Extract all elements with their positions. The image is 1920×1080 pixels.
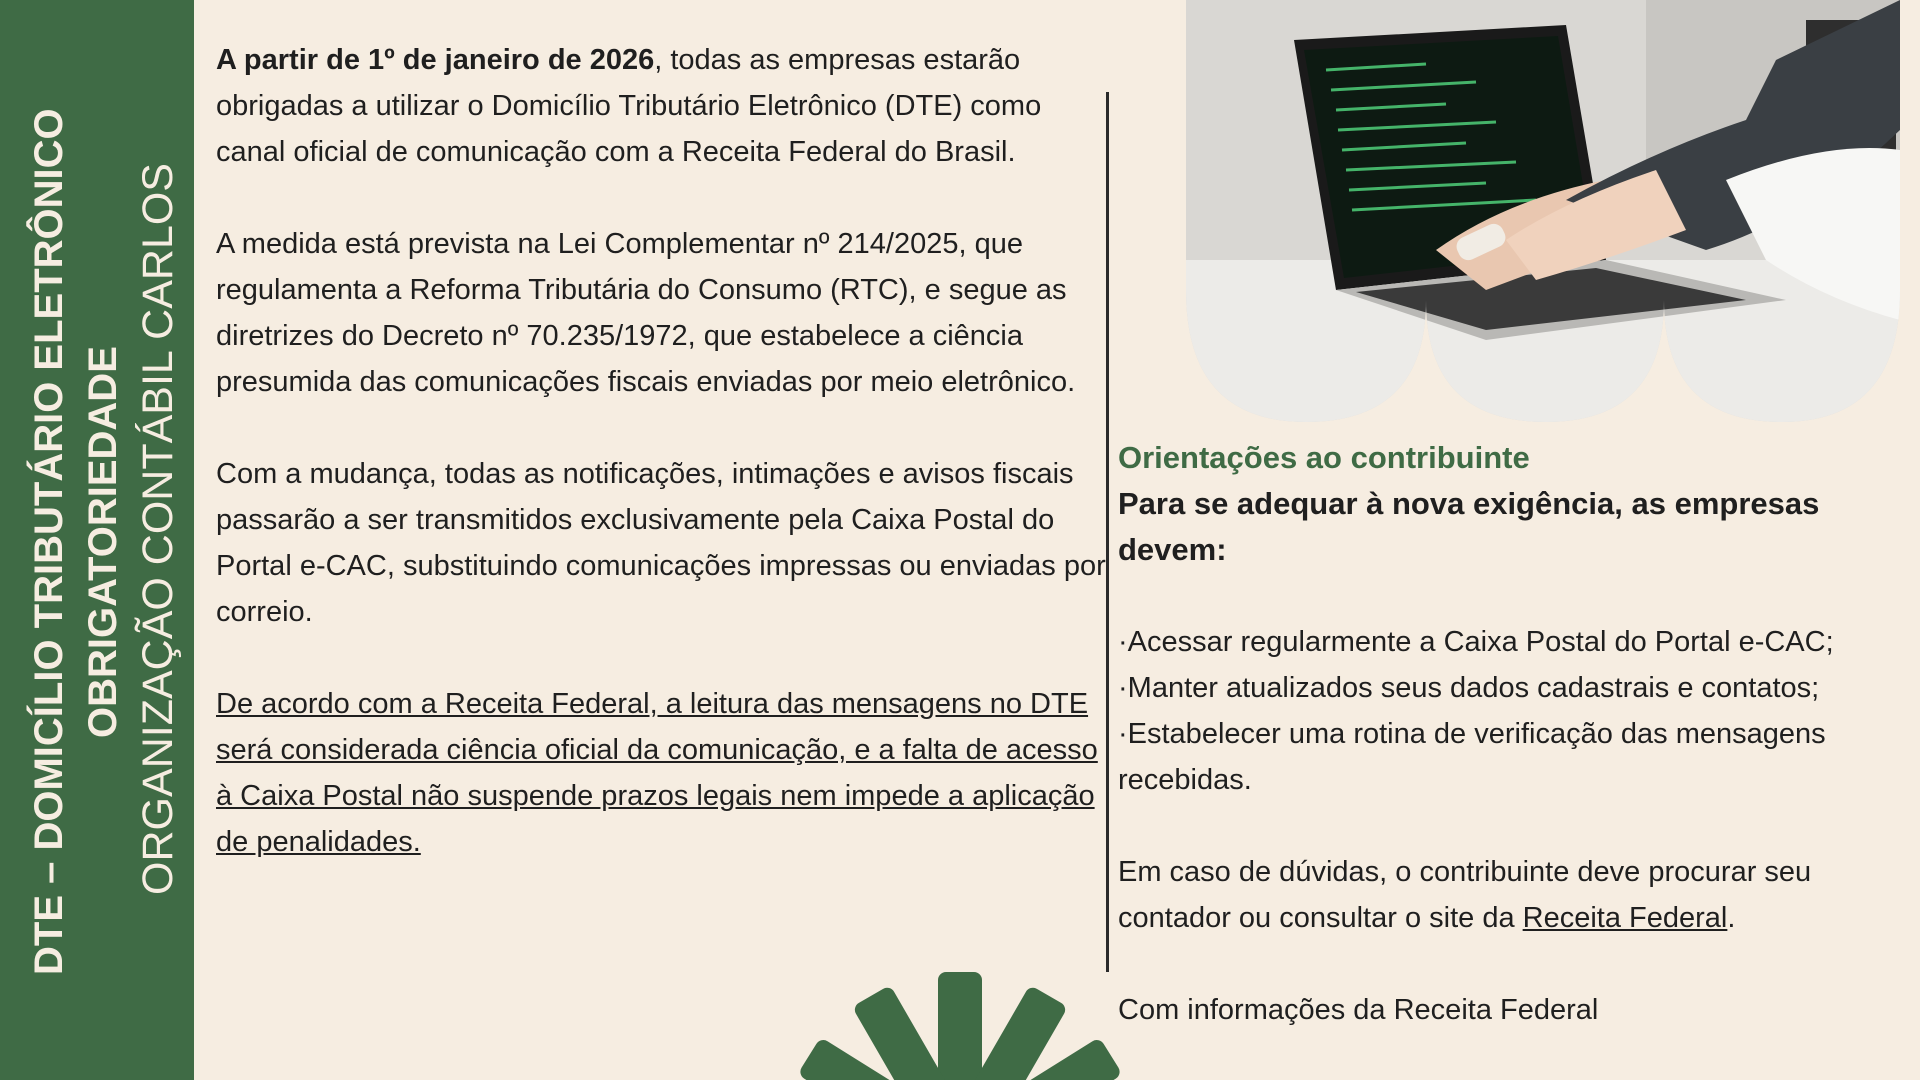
paragraph-change: Com a mudança, todas as notificações, intimações e avisos fiscais passarão a ser transmitidos exclusivamente pela Caixa Postal do Portal e-CAC, substituindo comunicações impressas ou enviadas por correio. — [216, 458, 1106, 628]
lead-text: Para se adequar à nova exigência, as empresas devem: — [1118, 486, 1820, 567]
bullet-2: ·Manter atualizados seus dados cadastrais e contatos; — [1118, 672, 1820, 704]
paragraph-underlined: De acordo com a Receita Federal, a leitura das mensagens no DTE será considerada ciência oficial da comunicação, e a falta de acesso à Caixa Postal não suspende prazos legais nem impede a aplicação de penalidades. — [216, 688, 1098, 858]
title-line-2: OBRIGATORIEDADE — [81, 346, 125, 738]
section-heading: Orientações ao contribuinte — [1118, 440, 1530, 475]
doubt-paragraph — [1118, 849, 1913, 941]
laptop-photo — [1186, 0, 1900, 422]
sunburst-decoration — [770, 960, 1150, 1080]
sidebar — [0, 0, 194, 1080]
paragraph-law: A medida está prevista na Lei Complementar nº 214/2025, que regulamenta a Reforma Tributária do Consumo (RTC), e segue as diretrizes do Decreto nº 70.235/1972, que estabelece a ciência presumida das comunicações fiscais enviadas por meio eletrônico. — [216, 228, 1076, 398]
intro-bold: A partir de 1º de janeiro de 2026 — [216, 44, 655, 76]
vertical-title — [22, 92, 130, 992]
source-note: Com informações da Receita Federal — [1118, 994, 1599, 1026]
bullet-1: ·Acessar regularmente a Caixa Postal do Portal e-CAC; — [1118, 626, 1834, 658]
intro-rest: , todas as empresas estarão obrigadas a utilizar o Domicílio Tributário Eletrônico (DTE) como canal oficial de comunicação com a Receita Federal do Brasil. — [216, 44, 1042, 168]
receita-federal-link[interactable]: Receita Federal — [1522, 902, 1728, 934]
paragraph-intro — [216, 37, 1106, 175]
right-column — [1118, 435, 1913, 1033]
left-column — [216, 37, 1106, 911]
doubt-text: Em caso de dúvidas, o contribuinte deve procurar seu contador ou consultar o site da — [1118, 856, 1812, 934]
vertical-subtitle: ORGANIZAÇÃO CONTÁBIL CARLOS — [134, 163, 182, 895]
vertical-divider — [1106, 92, 1109, 972]
title-line-1: DTE – DOMICÍLIO TRIBUTÁRIO ELETRÔNICO — [27, 108, 71, 976]
bullet-3: ·Estabelecer uma rotina de verificação das mensagens recebidas. — [1118, 718, 1826, 796]
doubt-end: . — [1727, 902, 1736, 934]
